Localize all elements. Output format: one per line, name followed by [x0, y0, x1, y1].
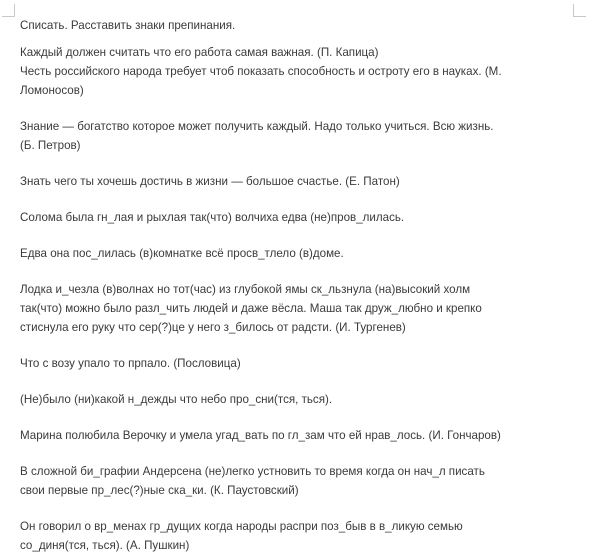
- paragraph-proverb: [20, 354, 595, 373]
- paragraph-line: В сложной би_графии Андерсена (не)легко устновить то время когда он нач_л писать: [20, 465, 485, 478]
- paragraph-line: стиснула его руку что сер(?)це у него з_билось от радсти. (И. Тургенев): [20, 321, 406, 334]
- paragraph-line: Он говорил о вр_менах гр_дущих когда народы распри поз_быв в в_ликую семью: [20, 520, 463, 533]
- paragraph-line: Что с возу упало то прпало. (Пословица): [20, 357, 241, 370]
- paragraph-straw: [20, 208, 595, 227]
- paragraph-goncharov: [20, 426, 595, 445]
- paragraph-paton: [20, 172, 595, 191]
- paragraph-room: [20, 244, 595, 263]
- paragraph-line: Знание — богатство которое может получить каждый. Надо только учиться. Всю жизнь.: [20, 120, 494, 133]
- paragraph-line: Честь российского народа требует чтоб показать способность и остроту его в науках. (М.: [20, 65, 502, 78]
- paragraph-line: Едва она пос_лилась (в)комнатке всё просв_тлело (в)доме.: [20, 247, 344, 260]
- paragraph-line: Лодка и_чезла (в)волнах но тот(час) из глубокой ямы ск_льзнула (на)высокий холм: [20, 283, 471, 296]
- paragraph-lomonosov: [20, 62, 595, 100]
- paragraph-petrov: [20, 117, 595, 155]
- paragraph-line: (Б. Петров): [20, 139, 81, 152]
- paragraph-line: Марина полюбила Верочку и умела угад_вать по гл_зам что ей нрав_лось. (И. Гончаров): [20, 429, 501, 442]
- paragraph-line: так(что) можно было разл_чить людей и даже вёсла. Маша так друж_любно и крепко: [20, 302, 482, 315]
- paragraph-pushkin: [20, 517, 595, 555]
- paragraph-line: со_диня(тся, ться). (А. Пушкин): [20, 539, 190, 552]
- paragraph-hope: [20, 390, 595, 409]
- paragraph-line: свои первые пр_лес(?)ные ска_ки. (К. Паустовский): [20, 484, 299, 497]
- paragraph-turgenev: [20, 280, 595, 337]
- paragraph-line: (Не)было (ни)какой н_дежды что небо про_сни(тся, ться).: [20, 393, 333, 406]
- paragraph-line: Каждый должен считать что его работа самая важная. (П. Капица): [20, 46, 379, 59]
- paragraph-line: Ломоносов): [20, 84, 84, 97]
- paragraph-kapitsa: [20, 43, 595, 62]
- document-content: [20, 16, 595, 555]
- page-corner-mark-left: [2, 4, 15, 17]
- paragraph-line: Знать чего ты хочешь достичь в жизни — большое счастье. (Е. Патон): [20, 175, 400, 188]
- paragraph-paustovsky: [20, 462, 595, 500]
- document-heading: Списать. Расставить знаки препинания.: [20, 19, 236, 32]
- paragraph-line: Солома была гн_лая и рыхлая так(что) волчиха едва (не)пров_лилась.: [20, 211, 405, 224]
